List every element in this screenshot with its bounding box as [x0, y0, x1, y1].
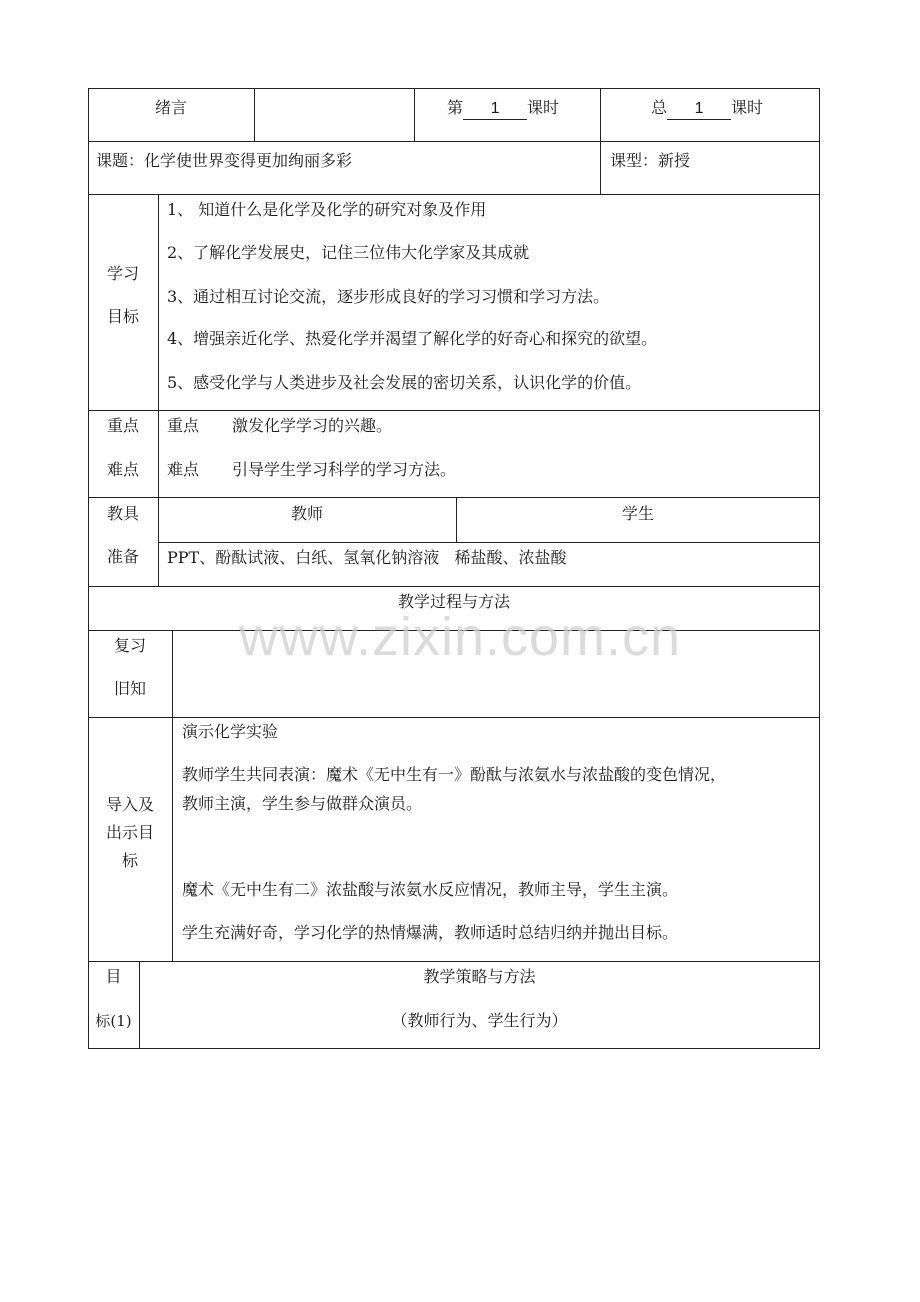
- lesson-prefix: 第: [447, 98, 464, 117]
- divider: [88, 497, 820, 498]
- divider: [414, 88, 415, 141]
- divider: [88, 194, 820, 195]
- key-point-text: 激发化学学习的兴趣。: [232, 416, 393, 435]
- objective-item: 2、了解化学发展史，记住三位伟大化学家及其成就: [167, 243, 530, 262]
- review-label-1: 复习: [113, 636, 146, 655]
- divider: [88, 586, 820, 587]
- watermark: www.zixin.com.cn: [238, 607, 682, 667]
- chapter-title: 绪言: [154, 98, 187, 117]
- strategy-subtitle: （教师行为、学生行为）: [391, 1011, 568, 1030]
- strategy-label-1: 目: [105, 967, 122, 986]
- topic-label: 课题：化学使世界变得更加绚丽多彩: [96, 151, 353, 170]
- table-frame: [88, 88, 820, 1049]
- intro-label-1: 导入及: [105, 795, 154, 814]
- process-title: 教学过程与方法: [397, 592, 510, 611]
- lesson-count: [447, 98, 559, 120]
- objective-item: 1、 知道什么是化学及化学的研究对象及作用: [167, 200, 487, 219]
- strategy-label-2: 标(1): [95, 1012, 132, 1030]
- strategy-title: 教学策略与方法: [423, 967, 536, 986]
- lesson-number: 1: [463, 99, 527, 120]
- intro-line: 演示化学实验: [182, 722, 279, 741]
- intro-label-3: 标: [121, 851, 138, 870]
- objective-item: 4、增强亲近化学、热爱化学并渴望了解化学的好奇心和探究的欲望。: [167, 329, 658, 348]
- total-count: [651, 98, 763, 120]
- divider: [600, 88, 601, 194]
- materials-label-2: 准备: [106, 547, 139, 566]
- lesson-type: 课型：新授: [610, 151, 691, 170]
- intro-line: 学生充满好奇，学习化学的热情爆满，教师适时总结归纳并抛出目标。: [182, 923, 679, 942]
- total-suffix: 课时: [731, 98, 764, 117]
- lesson-suffix: 课时: [527, 98, 560, 117]
- objective-item: 5、感受化学与人类进步及社会发展的密切关系，认识化学的价值。: [167, 373, 642, 392]
- difficulty-label: 难点: [167, 460, 200, 479]
- divider: [88, 717, 820, 718]
- divider: [158, 542, 820, 543]
- intro-line: 魔术《无中生有二》浓盐酸与浓氨水反应情况，教师主导，学生主演。: [182, 880, 679, 899]
- intro-line: 教师主演，学生参与做群众演员。: [182, 794, 423, 813]
- divider: [254, 88, 255, 141]
- difficulty-text: 引导学生学习科学的学习方法。: [232, 460, 457, 479]
- key-point-label: 重点: [167, 416, 200, 435]
- materials-label-1: 教具: [106, 504, 139, 523]
- teacher-column-header: 教师: [290, 504, 323, 523]
- objective-item: 3、通过相互讨论交流，逐步形成良好的学习习惯和学习方法。: [167, 287, 610, 306]
- total-number: 1: [667, 99, 731, 120]
- keypoints-label-1: 重点: [106, 416, 139, 435]
- divider: [88, 410, 820, 411]
- keypoints-label-2: 难点: [106, 460, 139, 479]
- intro-label-2: 出示目: [105, 823, 154, 842]
- student-column-header: 学生: [621, 504, 654, 523]
- divider: [88, 141, 820, 142]
- divider: [88, 961, 820, 962]
- intro-line: 教师学生共同表演：魔术《无中生有一》酚酞与浓氨水与浓盐酸的变色情况，: [182, 765, 727, 784]
- objectives-label-2: 目标: [106, 307, 139, 326]
- divider: [158, 194, 159, 586]
- materials-list: PPT、酚酞试液、白纸、氢氧化钠溶液 稀盐酸、浓盐酸: [167, 548, 567, 567]
- review-label-2: 旧知: [113, 679, 146, 698]
- total-prefix: 总: [651, 98, 668, 117]
- objectives-label-1: 学习: [106, 264, 139, 283]
- divider: [172, 630, 173, 961]
